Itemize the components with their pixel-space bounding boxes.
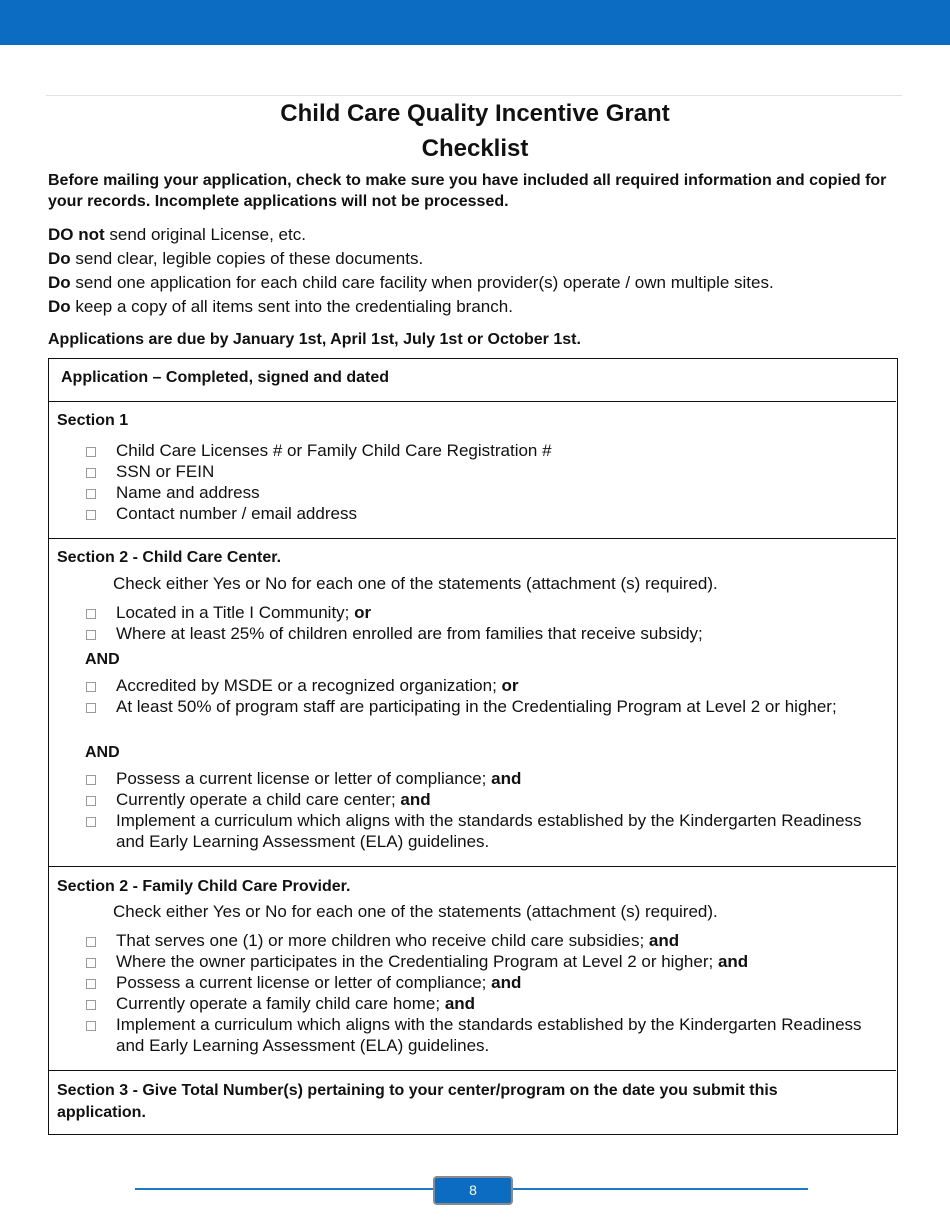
section-2-center-heading: Section 2 - Child Care Center. [57,549,282,566]
list-item: Possess a current license or letter of compliance; and [85,972,865,993]
center-group-3 [85,768,865,852]
center-group-1 [85,602,865,644]
center-group-2 [85,675,865,717]
application-row [49,359,896,402]
checkbox[interactable] [86,468,96,478]
section-2-center-note: Check either Yes or No for each one of the statements (attachment (s) required). [113,574,718,593]
list-item: Where at least 25% of children enrolled are from families that receive subsidy; [85,623,865,644]
checkbox[interactable] [86,1021,96,1031]
intro-text: Before mailing your application, check to make sure you have included all required information and copied for your records. Incomplete applications will not be processed. [48,172,887,210]
checkbox[interactable] [86,703,96,713]
and-label: AND [85,744,120,761]
checkbox[interactable] [86,775,96,785]
rule-item: DO not send original License, etc. [48,225,306,244]
footer-line-right [511,1188,808,1190]
checkbox[interactable] [86,609,96,619]
list-item: Located in a Title I Community; or [85,602,865,623]
section-2-family-heading: Section 2 - Family Child Care Provider. [57,878,351,895]
checkbox[interactable] [86,510,96,520]
section-3-heading: Section 3 - Give Total Number(s) pertaining to your center/program on the date you submit this application. [57,1082,778,1121]
checkbox[interactable] [86,796,96,806]
list-item: SSN or FEIN [85,461,865,482]
list-item: Child Care Licenses # or Family Child Care Registration # [85,440,865,461]
header-bar [0,0,950,45]
section-2-family [49,867,896,1071]
title-line-2: Checklist [421,135,529,162]
checkbox[interactable] [86,937,96,947]
rule-item: Do keep a copy of all items sent into the credentialing branch. [48,297,513,316]
page-title [0,96,950,166]
list-item: Implement a curriculum which aligns with the standards established by the Kindergarten Readiness and Early Learning Assessment (ELA) guidelines. [85,1014,865,1056]
list-item: Contact number / email address [85,503,865,524]
section-1 [49,402,896,539]
rule-item: Do send clear, legible copies of these documents. [48,249,424,268]
rule-item: Do send one application for each child care facility when provider(s) operate / own multiple sites. [48,273,774,292]
checkbox[interactable] [86,979,96,989]
list-item: That serves one (1) or more children who receive child care subsidies; and [85,930,865,951]
section-1-list [85,440,865,524]
list-item: Currently operate a family child care home; and [85,993,865,1014]
list-item: Currently operate a child care center; and [85,789,865,810]
checkbox[interactable] [86,630,96,640]
checkbox[interactable] [86,1000,96,1010]
list-item: Where the owner participates in the Credentialing Program at Level 2 or higher; and [85,951,865,972]
list-item: Possess a current license or letter of compliance; and [85,768,865,789]
due-notice: Applications are due by January 1st, April 1st, July 1st or October 1st. [48,331,581,348]
checkbox[interactable] [86,958,96,968]
section-1-heading: Section 1 [57,412,129,429]
family-list [85,930,865,1056]
and-label: AND [85,651,120,668]
list-item: At least 50% of program staff are participating in the Credentialing Program at Level 2 or higher; [85,696,865,717]
checkbox[interactable] [86,682,96,692]
checkbox[interactable] [86,447,96,457]
section-3 [49,1071,896,1133]
page-number: 8 [433,1176,513,1205]
section-2-family-note: Check either Yes or No for each one of the statements (attachment (s) required). [113,902,718,921]
checkbox[interactable] [86,489,96,499]
section-2-center [49,539,896,867]
title-line-1: Child Care Quality Incentive Grant [280,100,670,127]
list-item: Name and address [85,482,865,503]
checklist-table [48,358,898,1135]
footer-line-left [135,1188,435,1190]
list-item: Accredited by MSDE or a recognized organization; or [85,675,865,696]
list-item: Implement a curriculum which aligns with the standards established by the Kindergarten Readiness and Early Learning Assessment (ELA) guidelines. [85,810,865,852]
application-row-label: Application – Completed, signed and dated [61,369,390,386]
checkbox[interactable] [86,817,96,827]
rules-list [48,223,928,319]
